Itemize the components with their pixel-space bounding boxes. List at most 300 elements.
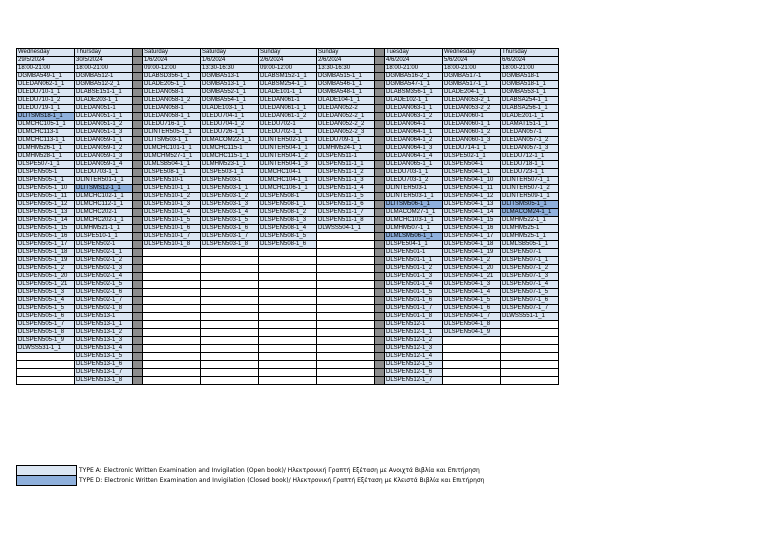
- empty-cell: [259, 265, 317, 273]
- empty-cell: [143, 353, 201, 361]
- column-separator: [375, 257, 385, 265]
- course-cell: DLMCHC202-1_1: [75, 217, 133, 225]
- column-header-time: 18:00-21:00: [385, 65, 443, 73]
- course-cell: DLEDU703-1_1: [385, 169, 443, 177]
- empty-cell: [143, 369, 201, 377]
- course-cell: DLMLSM506-1_1: [385, 233, 443, 241]
- column-header-date: 4/6/2024: [385, 57, 443, 65]
- empty-cell: [317, 241, 375, 249]
- empty-cell: [143, 281, 201, 289]
- column-separator: [375, 377, 385, 385]
- column-separator: [375, 217, 385, 225]
- course-cell: DLEDAN061-1_2: [259, 113, 317, 121]
- empty-cell: [317, 353, 375, 361]
- empty-cell: [317, 249, 375, 257]
- course-cell: DLSPEN505-1_14: [17, 217, 75, 225]
- course-cell: DLMHM525-1: [501, 225, 559, 233]
- course-cell: DGMBA553-1_1: [501, 89, 559, 97]
- course-cell: DGMBA516-2_1: [385, 73, 443, 81]
- column-separator: [133, 321, 143, 329]
- empty-cell: [317, 305, 375, 313]
- column-header-day: Wednesday: [443, 49, 501, 57]
- course-cell: DLSPEN512-1_7: [385, 377, 443, 385]
- course-cell: DLMCHC104-1: [259, 169, 317, 177]
- column-header-day: Wednesday: [17, 49, 75, 57]
- course-cell: DGMBA518-1: [501, 73, 559, 81]
- empty-cell: [143, 361, 201, 369]
- course-cell: DLSPEN505-1_16: [17, 233, 75, 241]
- column-header-date: 1/6/2024: [143, 57, 201, 65]
- column-header-date: 1/6/2024: [201, 57, 259, 65]
- course-cell: DLSPEN507-1_7: [501, 305, 559, 313]
- column-separator: [375, 369, 385, 377]
- empty-cell: [317, 257, 375, 265]
- course-cell: DLADE203-1_1: [75, 97, 133, 105]
- course-cell: DLSPEN505-1_6: [17, 313, 75, 321]
- course-cell: DLSPEN505-1_1: [17, 177, 75, 185]
- course-cell: DLSPEN507-1_2: [501, 265, 559, 273]
- course-cell: DLMCHC113-1_1: [17, 137, 75, 145]
- course-cell: DLSPEN510-1_5: [143, 217, 201, 225]
- course-cell: DLSPEN501-1_2: [385, 265, 443, 273]
- course-cell: DLMHM526-1_1: [17, 145, 75, 153]
- course-cell: DLSPEN504-1_21: [443, 273, 501, 281]
- course-cell: DLSPEN503-1_7: [201, 233, 259, 241]
- course-cell: DLEDAN058-1_1: [143, 113, 201, 121]
- empty-cell: [501, 353, 559, 361]
- course-cell: DLSPEN504-1_4: [443, 289, 501, 297]
- course-cell: DLINTER507-1_1: [501, 177, 559, 185]
- course-cell: DLEDAN051-1_1: [75, 113, 133, 121]
- course-cell: DLEDAN062-1_1: [17, 81, 75, 89]
- course-cell: DLINTER504-1_1: [259, 145, 317, 153]
- column-separator: [375, 73, 385, 81]
- course-cell: DLSPEN501-1: [385, 249, 443, 257]
- course-cell: DLMLSB504-1_1: [143, 161, 201, 169]
- schedule-row: [17, 369, 559, 377]
- course-cell: DLMLSB505-1_1: [501, 241, 559, 249]
- course-cell: DLEDU726-1_1: [201, 129, 259, 137]
- course-cell: DLSPEN505-1_19: [17, 257, 75, 265]
- course-cell: DLMHM522-1_1: [501, 217, 559, 225]
- empty-cell: [259, 321, 317, 329]
- course-cell: DLSPEN504-1_8: [443, 321, 501, 329]
- course-cell: DLMCHC102-1_1: [75, 193, 133, 201]
- course-cell: DLSPEN507-1: [501, 249, 559, 257]
- course-cell: DLSPE502-1_1: [443, 153, 501, 161]
- empty-cell: [259, 257, 317, 265]
- course-cell: DLSPEN503-1_3: [201, 201, 259, 209]
- column-separator: [133, 65, 143, 73]
- course-cell: DLSPEN507-1_3: [501, 273, 559, 281]
- legend-text-type-a: TYPE A: Electronic Written Examination and Invigilation (Open book)/ Ηλεκτρονική Γραπτή Εξέταση με Ανοιχτά Βιβλία και Επιτήρηση: [79, 466, 480, 474]
- column-separator: [375, 233, 385, 241]
- course-cell: DLEDU702-1_1: [259, 129, 317, 137]
- course-cell: DGMBA552-1_1: [201, 89, 259, 97]
- column-separator: [133, 57, 143, 65]
- course-cell: DLSPEN502-1_1: [75, 249, 133, 257]
- course-cell: DLINTER502-1_1: [259, 137, 317, 145]
- course-cell: DLMHM524-1_1: [317, 145, 375, 153]
- course-cell: DLEDU718-1_1: [501, 161, 559, 169]
- course-cell: DLSPEN501-1_1: [385, 257, 443, 265]
- schedule-row: [17, 145, 559, 153]
- course-cell: DLMCHC104-1_1: [259, 177, 317, 185]
- empty-cell: [201, 337, 259, 345]
- course-cell: DLMCHC115-1_1: [201, 153, 259, 161]
- course-cell: DLSPEN510-1_2: [143, 193, 201, 201]
- course-cell: DLSPEN511-1_6: [317, 201, 375, 209]
- empty-cell: [443, 345, 501, 353]
- course-cell: DLEDAN057-1_3: [501, 145, 559, 153]
- course-cell: DLSPE503-1_1: [201, 169, 259, 177]
- empty-cell: [501, 361, 559, 369]
- empty-cell: [201, 289, 259, 297]
- schedule-row: [17, 265, 559, 273]
- legend-item-type-d: [16, 475, 484, 485]
- empty-cell: [259, 329, 317, 337]
- course-cell: DLSPEN504-1_9: [443, 329, 501, 337]
- schedule-row: [17, 257, 559, 265]
- schedule-row: [17, 225, 559, 233]
- schedule-row: [17, 273, 559, 281]
- course-cell: DLSPEN511-1_4: [317, 185, 375, 193]
- schedule-row: [17, 313, 559, 321]
- column-separator: [375, 57, 385, 65]
- schedule-row: [17, 281, 559, 289]
- column-separator: [375, 353, 385, 361]
- column-header-date: 30/5/2024: [75, 57, 133, 65]
- column-header-time: 13:30-16:30: [201, 65, 259, 73]
- column-separator: [133, 329, 143, 337]
- course-cell: DLEDAN065-1_1: [385, 161, 443, 169]
- schedule-row: [17, 153, 559, 161]
- course-cell: DLADE204-1_1: [443, 89, 501, 97]
- column-header-time: 18:00-21:00: [75, 65, 133, 73]
- course-cell: DGMBA548-1_1: [317, 89, 375, 97]
- course-cell: DLSPEN505-1_5: [17, 305, 75, 313]
- empty-cell: [317, 321, 375, 329]
- course-cell: DLSPEN505-1_21: [17, 281, 75, 289]
- empty-cell: [443, 361, 501, 369]
- column-header-day: Sunday: [317, 49, 375, 57]
- schedule-row: [17, 161, 559, 169]
- column-separator: [375, 241, 385, 249]
- course-cell: DLSPEN504-1_12: [443, 193, 501, 201]
- column-separator: [375, 201, 385, 209]
- empty-cell: [143, 257, 201, 265]
- column-separator: [375, 265, 385, 273]
- empty-cell: [201, 321, 259, 329]
- course-cell: DLMCHC202-1: [75, 209, 133, 217]
- column-separator: [375, 249, 385, 257]
- course-cell: DLSPEN502-1_6: [75, 289, 133, 297]
- course-cell: DLINTER505-1_1: [143, 129, 201, 137]
- course-cell: DLSPE510-1_1: [75, 233, 133, 241]
- empty-cell: [443, 369, 501, 377]
- course-cell: DLEDAN059-1_2: [75, 145, 133, 153]
- legend-text-type-d: TYPE D: Electronic Written Examination and Invigilation (Closed book)/ Ηλεκτρονική Γραπτή Εξέταση με Κλειστά Βιβλία και Επιτήρηση: [79, 476, 485, 484]
- empty-cell: [317, 289, 375, 297]
- course-cell: DLEDAN052-2_3: [317, 129, 375, 137]
- course-cell: DLSPEN513-1_6: [75, 361, 133, 369]
- column-header-time: 18:00-21:00: [17, 65, 75, 73]
- course-cell: DLSPEN502-1_4: [75, 273, 133, 281]
- course-cell: DLSPE508-1_1: [143, 169, 201, 177]
- empty-cell: [317, 273, 375, 281]
- header-row: [17, 57, 559, 65]
- course-cell: DLSPEN505-1_9: [17, 337, 75, 345]
- course-cell: DLSPEN505-1_13: [17, 209, 75, 217]
- course-cell: DLSPEN504-1_6: [443, 305, 501, 313]
- empty-cell: [201, 377, 259, 385]
- column-separator: [375, 289, 385, 297]
- empty-cell: [143, 265, 201, 273]
- course-cell: DLSPEN504-1_19: [443, 249, 501, 257]
- empty-cell: [317, 337, 375, 345]
- column-separator: [133, 177, 143, 185]
- column-separator: [375, 281, 385, 289]
- course-cell: DLABSD356-1_1: [143, 73, 201, 81]
- course-cell: DLSPEN503-1_1: [201, 185, 259, 193]
- course-cell: DLSPEN511-1_1: [317, 161, 375, 169]
- column-separator: [133, 145, 143, 153]
- course-cell: DGMBA513-1: [201, 73, 259, 81]
- column-separator: [133, 305, 143, 313]
- course-cell: DLSPEN505-1_2: [17, 265, 75, 273]
- course-cell: DLSPEN511-1_7: [317, 209, 375, 217]
- schedule-row: [17, 81, 559, 89]
- column-separator: [133, 185, 143, 193]
- column-separator: [133, 97, 143, 105]
- course-cell: DLEDAN058-1_2: [143, 97, 201, 105]
- course-cell: DLMHM528-1_1: [17, 153, 75, 161]
- empty-cell: [143, 313, 201, 321]
- empty-cell: [201, 265, 259, 273]
- course-cell: DGMBA515-1_1: [317, 73, 375, 81]
- column-separator: [375, 361, 385, 369]
- course-cell: DLSPEN513-1: [75, 313, 133, 321]
- course-cell: DLSPEN501-1_8: [385, 313, 443, 321]
- course-cell: DLSPEN513-1_1: [75, 321, 133, 329]
- course-cell: DLADE101-1_1: [259, 89, 317, 97]
- schedule-row: [17, 73, 559, 81]
- schedule-row: [17, 217, 559, 225]
- course-cell: DLSPEN504-1_13: [443, 201, 501, 209]
- course-cell: DLSPEN510-1: [143, 177, 201, 185]
- course-cell: DLEDAN057-1_2: [501, 137, 559, 145]
- course-cell: DLINTER503-1_1: [385, 193, 443, 201]
- column-separator: [375, 273, 385, 281]
- column-separator: [375, 97, 385, 105]
- course-cell: DLSPEN510-1_1: [143, 185, 201, 193]
- course-cell: DLEDU704-1_2: [201, 121, 259, 129]
- course-cell: DLEDU709-1_1: [317, 137, 375, 145]
- column-header-date: 2/6/2024: [259, 57, 317, 65]
- course-cell: DLMCHC112-1_1: [75, 201, 133, 209]
- header-row: [17, 65, 559, 73]
- course-cell: DLSPEN512-1_2: [385, 337, 443, 345]
- course-cell: DLABSA256-1_1: [501, 105, 559, 113]
- course-cell: DLSPEN508-1_1: [259, 201, 317, 209]
- course-cell: DLABSA254-1_1: [501, 97, 559, 105]
- empty-cell: [259, 273, 317, 281]
- course-cell: DLSPEN501-1_3: [385, 273, 443, 281]
- course-cell: DLMHM521-1_1: [75, 225, 133, 233]
- course-cell: DLMACOM22-1_1: [201, 137, 259, 145]
- course-cell: DLMCHM527-1_1: [143, 153, 201, 161]
- column-header-time: 09:00-12:00: [259, 65, 317, 73]
- column-separator: [375, 193, 385, 201]
- course-cell: DLEDAN052-2: [317, 105, 375, 113]
- course-cell: DLITSMS12-1_1: [75, 185, 133, 193]
- schedule-row: [17, 209, 559, 217]
- course-cell: DLADE104-1_1: [317, 97, 375, 105]
- course-cell: DLSPEN511-1_8: [317, 217, 375, 225]
- course-cell: DLEDAN061-1_1: [259, 105, 317, 113]
- column-header-day: Tuesday: [385, 49, 443, 57]
- column-separator: [375, 113, 385, 121]
- column-separator: [133, 281, 143, 289]
- course-cell: DLSPEN504-1_11: [443, 185, 501, 193]
- empty-cell: [201, 257, 259, 265]
- course-cell: DLWSS504-1_1: [317, 225, 375, 233]
- exam-schedule-sheet: [16, 48, 559, 385]
- course-cell: DLSPEN510-1_3: [143, 201, 201, 209]
- course-cell: DLEDAN053-2_2: [443, 105, 501, 113]
- empty-cell: [501, 377, 559, 385]
- schedule-row: [17, 233, 559, 241]
- schedule-row: [17, 289, 559, 297]
- course-cell: DLEDAN052-2_2: [317, 121, 375, 129]
- empty-cell: [317, 233, 375, 241]
- column-separator: [133, 49, 143, 57]
- course-cell: DLINTER507-1_2: [501, 185, 559, 193]
- column-separator: [133, 153, 143, 161]
- course-cell: DLEDAN064-1_4: [385, 153, 443, 161]
- course-cell: DLSPEN503-1_8: [201, 241, 259, 249]
- course-cell: DLSPEN505-1_15: [17, 225, 75, 233]
- course-cell: DLADE102-1_1: [385, 97, 443, 105]
- column-header-date: 5/6/2024: [443, 57, 501, 65]
- column-separator: [375, 321, 385, 329]
- schedule-row: [17, 185, 559, 193]
- empty-cell: [501, 329, 559, 337]
- course-cell: DLITSMS18-1_1: [17, 113, 75, 121]
- course-cell: DLEDU710-1_1: [17, 89, 75, 97]
- empty-cell: [317, 297, 375, 305]
- course-cell: DLAMAT151-1_1: [501, 121, 559, 129]
- column-header-day: Thursday: [501, 49, 559, 57]
- course-cell: DLEDU712-1_1: [501, 153, 559, 161]
- empty-cell: [201, 361, 259, 369]
- schedule-row: [17, 241, 559, 249]
- course-cell: DGMBA517-1_1: [443, 81, 501, 89]
- schedule-row: [17, 329, 559, 337]
- course-cell: DLSPEN504-1_1: [443, 169, 501, 177]
- exam-schedule-table: [16, 48, 559, 385]
- course-cell: DLSPEN512-1_4: [385, 353, 443, 361]
- empty-cell: [201, 329, 259, 337]
- course-cell: DLWSS551-1_1: [501, 313, 559, 321]
- column-header-time: 13:30-16:30: [317, 65, 375, 73]
- empty-cell: [259, 289, 317, 297]
- column-header-day: Saturday: [143, 49, 201, 57]
- course-cell: DLMHM523-1_1: [201, 161, 259, 169]
- course-cell: DLEDAN060-1_3: [443, 137, 501, 145]
- column-header-date: 29/5/2024: [17, 57, 75, 65]
- column-separator: [133, 273, 143, 281]
- column-separator: [375, 161, 385, 169]
- column-separator: [133, 361, 143, 369]
- course-cell: DLSPEN501-1_4: [385, 281, 443, 289]
- course-cell: DLSPEN501-1_6: [385, 297, 443, 305]
- column-header-date: 2/6/2024: [317, 57, 375, 65]
- course-cell: DLSPEN502-1_2: [75, 257, 133, 265]
- schedule-row: [17, 105, 559, 113]
- course-cell: DLSPEN504-1_2: [443, 257, 501, 265]
- column-separator: [375, 177, 385, 185]
- course-cell: DLMCHC101-1_1: [143, 145, 201, 153]
- column-separator: [375, 337, 385, 345]
- legend-item-type-a: [16, 465, 484, 475]
- course-cell: DLSPEN508-1_2: [259, 209, 317, 217]
- column-separator: [375, 137, 385, 145]
- course-cell: DGMBA517-1: [443, 73, 501, 81]
- column-separator: [375, 89, 385, 97]
- course-cell: DLEDAN059-1_4: [75, 161, 133, 169]
- column-separator: [375, 153, 385, 161]
- course-cell: DLEDAN051-1_2: [75, 121, 133, 129]
- course-cell: DLSPEN512-1_6: [385, 369, 443, 377]
- schedule-row: [17, 193, 559, 201]
- course-cell: DLSPEN504-1_20: [443, 265, 501, 273]
- course-cell: DLSPEN504-1_17: [443, 233, 501, 241]
- column-separator: [133, 161, 143, 169]
- course-cell: DLINTER503-1: [385, 185, 443, 193]
- schedule-row: [17, 89, 559, 97]
- course-cell: DLSPEN505-1_17: [17, 241, 75, 249]
- course-cell: DLEDAN064-1_3: [385, 145, 443, 153]
- empty-cell: [259, 297, 317, 305]
- course-cell: DLSPEN505-1_3: [17, 289, 75, 297]
- course-cell: DLEDAN058-1: [143, 105, 201, 113]
- course-cell: DLINTER501-1_1: [75, 177, 133, 185]
- empty-cell: [143, 321, 201, 329]
- schedule-row: [17, 129, 559, 137]
- schedule-row: [17, 97, 559, 105]
- course-cell: DLEDAN060-1: [443, 113, 501, 121]
- course-cell: DLEDU703-1_1: [75, 169, 133, 177]
- course-cell: DLSPE507-1_1: [17, 161, 75, 169]
- course-cell: DLSPEN511-1: [317, 153, 375, 161]
- course-cell: DLEDU703-1_2: [385, 177, 443, 185]
- schedule-row: [17, 297, 559, 305]
- course-cell: DLEDAN053-2_1: [443, 97, 501, 105]
- column-separator: [375, 49, 385, 57]
- empty-cell: [201, 353, 259, 361]
- empty-cell: [501, 337, 559, 345]
- column-separator: [375, 145, 385, 153]
- empty-cell: [317, 369, 375, 377]
- empty-cell: [143, 273, 201, 281]
- course-cell: DLSPEN505-1_10: [17, 185, 75, 193]
- course-cell: DLSPEN510-1_7: [143, 233, 201, 241]
- empty-cell: [259, 281, 317, 289]
- course-cell: DLSPEN505-1_7: [17, 321, 75, 329]
- course-cell: DLSPEN513-1_3: [75, 337, 133, 345]
- empty-cell: [143, 249, 201, 257]
